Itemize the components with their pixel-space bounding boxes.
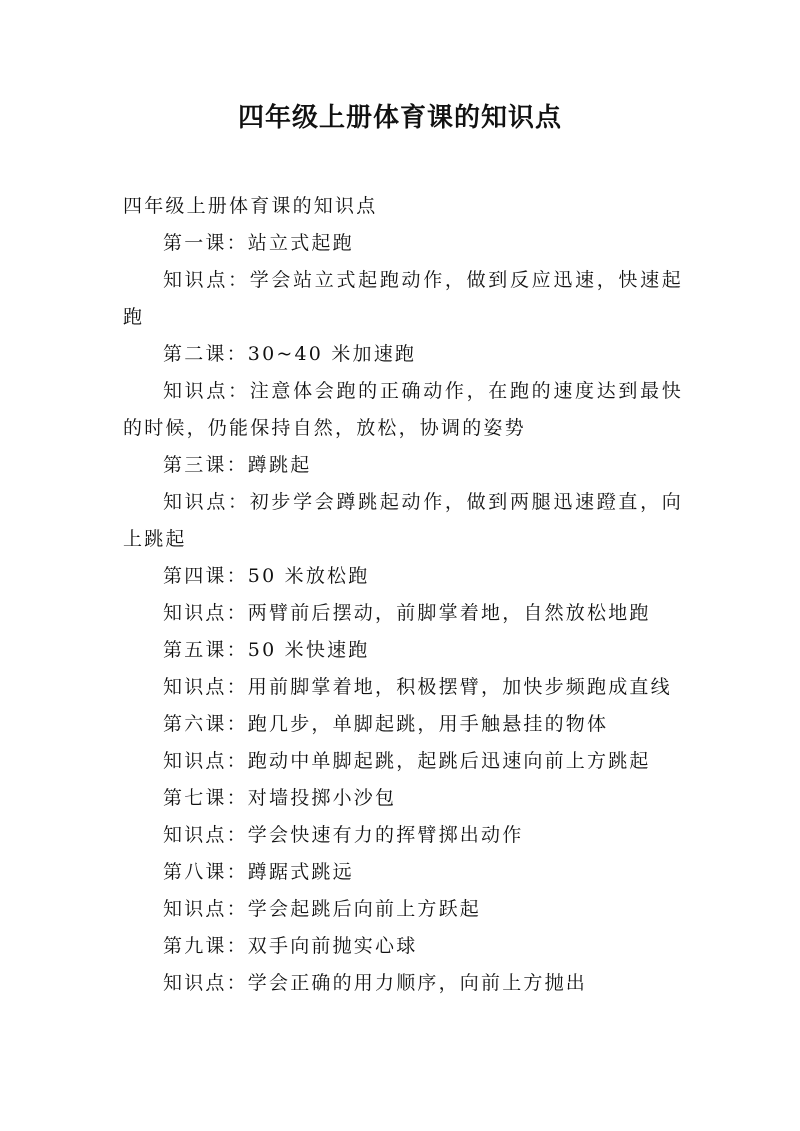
lesson-title: 第九课：双手向前抛实心球	[163, 935, 418, 957]
lesson-title: 第三课：蹲跳起	[163, 454, 312, 476]
section-heading: 四年级上册体育课的知识点	[123, 195, 378, 217]
lesson-knowledge: 知识点：两臂前后摆动，前脚掌着地，自然放松地跑	[163, 602, 651, 624]
lesson-title: 第六课：跑几步，单脚起跳，用手触悬挂的物体	[163, 713, 609, 735]
document-title: 四年级上册体育课的知识点	[237, 103, 562, 133]
lesson-knowledge: 知识点：注意体会跑的正确动作，在跑的速度达到最快的时候，仍能保持自然，放松，协调的姿势	[123, 380, 683, 439]
lesson-title: 第八课：蹲踞式跳远	[163, 861, 354, 883]
lesson-knowledge: 知识点：学会快速有力的挥臂掷出动作	[163, 824, 524, 846]
lesson-knowledge: 知识点：用前脚掌着地，积极摆臂，加快步频跑成直线	[163, 676, 672, 698]
lesson-title: 第七课：对墙投掷小沙包	[163, 787, 397, 809]
lesson-knowledge: 知识点：学会起跳后向前上方跃起	[163, 898, 482, 920]
lesson-title: 第五课：50 米快速跑	[163, 639, 370, 661]
lesson-knowledge: 知识点：学会站立式起跑动作，做到反应迅速，快速起跑	[123, 269, 683, 328]
document-body	[123, 188, 683, 1002]
lesson-knowledge: 知识点：学会正确的用力顺序，向前上方抛出	[163, 972, 588, 994]
lesson-title: 第四课：50 米放松跑	[163, 565, 370, 587]
lesson-title: 第二课：30~40 米加速跑	[163, 343, 417, 365]
lesson-title: 第一课：站立式起跑	[163, 232, 354, 254]
lesson-knowledge: 知识点：初步学会蹲跳起动作，做到两腿迅速蹬直，向上跳起	[123, 491, 683, 550]
lesson-knowledge: 知识点：跑动中单脚起跳，起跳后迅速向前上方跳起	[163, 750, 651, 772]
